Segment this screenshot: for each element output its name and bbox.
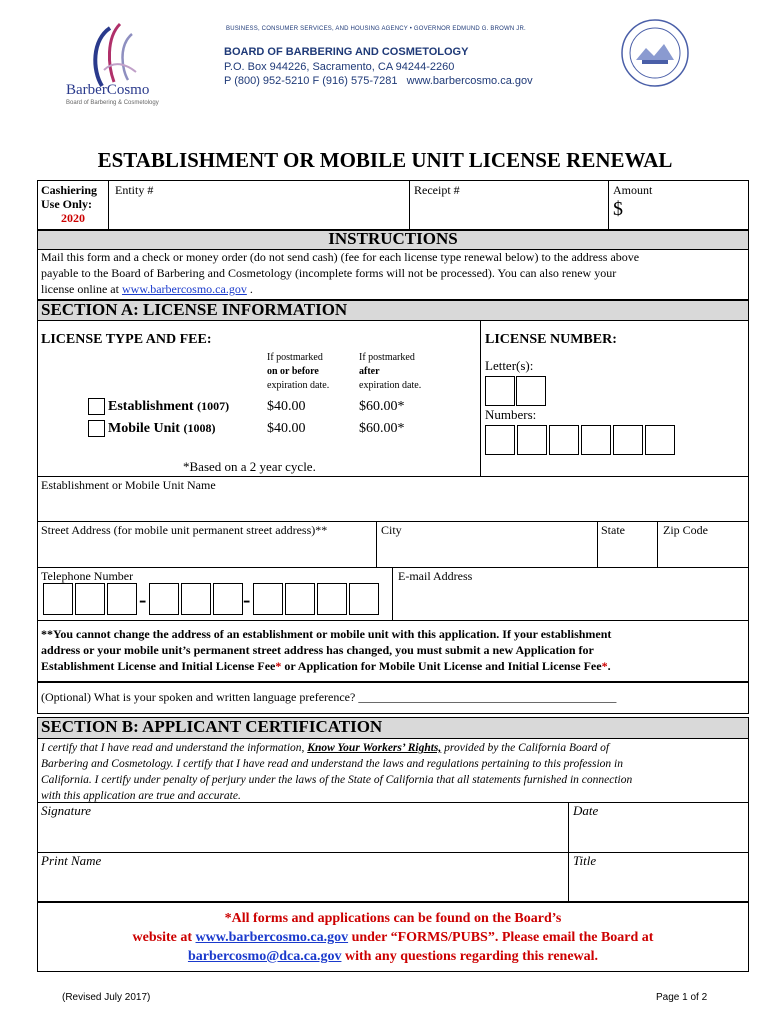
- establishment-label: Establishment: [108, 399, 194, 414]
- form-title: ESTABLISHMENT OR MOBILE UNIT LICENSE RENEWAL: [97, 148, 673, 172]
- phone-digit-5[interactable]: [181, 583, 211, 615]
- page-number: Page 1 of 2: [656, 992, 708, 1003]
- section-b-heading: SECTION B: APPLICANT CERTIFICATION: [41, 717, 383, 736]
- phone-digit-8[interactable]: [285, 583, 315, 615]
- agency-line: BUSINESS, CONSUMER SERVICES, AND HOUSING AGENCY • GOVERNOR EDMUND G. BROWN JR.: [226, 26, 526, 32]
- cert-line-1a: I certify that I have read and understand the information,: [41, 742, 308, 754]
- number-box-5[interactable]: [613, 425, 643, 455]
- number-box-4[interactable]: [581, 425, 611, 455]
- fee-after-header-3: expiration date.: [359, 380, 422, 391]
- online-renewal-link[interactable]: www.barbercosmo.ca.gov: [121, 282, 247, 296]
- mobile-app-name: or Application for Mobile Unit License and Initial License Fee: [281, 659, 602, 673]
- instructions-line3: [41, 282, 253, 297]
- board-website[interactable]: www.barbercosmo.ca.gov: [406, 75, 533, 87]
- number-box-6[interactable]: [645, 425, 675, 455]
- establishment-app-name: Establishment License and Initial License Fee: [41, 659, 276, 673]
- mobile-fee-before: $40.00: [267, 421, 306, 436]
- revised-date: (Revised July 2017): [62, 992, 151, 1003]
- state-seal: [620, 18, 690, 88]
- board-contact: [224, 75, 533, 87]
- forms-note-line2-prefix: website at: [132, 930, 196, 945]
- number-box-3[interactable]: [549, 425, 579, 455]
- forms-note-line1: *All forms and applications can be found on the Board’s: [224, 911, 562, 926]
- fee-before-header-2: on or before: [267, 366, 319, 377]
- date-label: Date: [573, 803, 599, 818]
- mobile-unit-label: Mobile Unit: [108, 421, 180, 436]
- section-a-heading: SECTION A: LICENSE INFORMATION: [41, 300, 348, 319]
- forms-note-line2-suffix: under “FORMS/PUBS”. Please email the Board at: [348, 930, 654, 945]
- letter-box-1[interactable]: [485, 376, 515, 406]
- fee-before-header-3: expiration date.: [267, 380, 330, 391]
- number-box-1[interactable]: [485, 425, 515, 455]
- phone-digit-7[interactable]: [253, 583, 283, 615]
- license-number-label: LICENSE NUMBER:: [485, 332, 617, 347]
- state-label: State: [601, 523, 625, 537]
- cycle-note: *Based on a 2 year cycle.: [183, 459, 316, 474]
- phone-digit-2[interactable]: [75, 583, 105, 615]
- phone-dash-1: -: [139, 587, 147, 612]
- phone-digit-9[interactable]: [317, 583, 347, 615]
- instructions-line2: payable to the Board of Barbering and Cosmetology (incomplete forms will not be processed). You can also renew your: [41, 266, 617, 280]
- cert-line-3: California. I certify under penalty of perjury under the laws of the State of California that all statements furnished in connection: [41, 774, 633, 786]
- establishment-option: [108, 399, 229, 415]
- warning-star-2: *: [601, 659, 608, 673]
- letter-box-2[interactable]: [516, 376, 546, 406]
- seal-icon: [620, 18, 690, 88]
- signature-label: Signature: [41, 803, 92, 818]
- phone-digit-3[interactable]: [107, 583, 137, 615]
- email-label: E-mail Address: [398, 569, 473, 583]
- phone-digit-1[interactable]: [43, 583, 73, 615]
- phone-digit-10[interactable]: [349, 583, 379, 615]
- mobile-fee-after: $60.00*: [359, 421, 405, 436]
- number-box-2[interactable]: [517, 425, 547, 455]
- phone-digit-6[interactable]: [213, 583, 243, 615]
- cert-line-1: [41, 740, 632, 756]
- certification-text: [41, 740, 632, 804]
- numbers-label: Numbers:: [485, 407, 537, 422]
- address-warning-line3: [41, 658, 611, 674]
- cashiering-label: Cashiering: [41, 183, 98, 197]
- address-warning-line2: address or your mobile unit’s permanent street address has changed, you must submit a new Application for: [41, 643, 594, 657]
- entity-label: Entity #: [115, 183, 154, 197]
- print-name-label: Print Name: [41, 853, 102, 868]
- cert-line-4: with this application are true and accurate.: [41, 790, 241, 802]
- receipt-label: Receipt #: [414, 183, 460, 197]
- mobile-unit-code: (1008): [183, 421, 216, 435]
- name-label: Establishment or Mobile Unit Name: [41, 478, 216, 492]
- address-warning-line1: **You cannot change the address of an establishment or mobile unit with this application. If your establishment: [41, 627, 612, 641]
- forms-website-link[interactable]: www.barbercosmo.ca.gov: [195, 930, 349, 945]
- signature-field[interactable]: [38, 820, 567, 851]
- board-name: BOARD OF BARBERING AND COSMETOLOGY: [224, 46, 469, 58]
- logo-swoosh-icon: [62, 20, 172, 90]
- instructions-line3-prefix: license online at: [41, 282, 122, 296]
- logo-text: BarberCosmo: [66, 82, 150, 98]
- logo-subtext: Board of Barbering & Cosmetology: [66, 100, 159, 106]
- establishment-code: (1007): [197, 399, 230, 413]
- phone-dash-2: -: [243, 587, 251, 612]
- board-address: P.O. Box 944226, Sacramento, CA 94244-2260: [224, 61, 455, 73]
- fee-after-header-2: after: [359, 366, 380, 377]
- phone-digit-4[interactable]: [149, 583, 179, 615]
- mobile-unit-option: [108, 421, 215, 437]
- email-field[interactable]: [394, 583, 748, 619]
- establishment-fee-before: $40.00: [267, 399, 306, 414]
- street-label: Street Address (for mobile unit permanent street address)**: [41, 523, 328, 537]
- forms-note-line2: [37, 928, 749, 947]
- title-field[interactable]: [570, 870, 748, 901]
- instructions-heading: INSTRUCTIONS: [328, 229, 458, 248]
- forms-note-line3-suffix: with any questions regarding this renewal.: [341, 949, 599, 964]
- dollar-sign: $: [613, 198, 623, 220]
- board-logo: [62, 20, 172, 110]
- board-phone-fax: P (800) 952-5210 F (916) 575-7281: [224, 75, 398, 87]
- title-label: Title: [573, 853, 597, 868]
- warning-end: .: [607, 659, 611, 673]
- forms-note: [37, 909, 749, 966]
- license-type-label: LICENSE TYPE AND FEE:: [41, 332, 212, 347]
- use-only-label: Use Only:: [41, 197, 92, 211]
- cert-line-2: Barbering and Cosmetology. I certify that I have read and understand the laws and regulations pertaining to this profession in: [41, 758, 623, 770]
- mobile-unit-checkbox[interactable]: [88, 420, 105, 437]
- zip-label: Zip Code: [663, 523, 708, 537]
- print-name-field[interactable]: [38, 870, 567, 901]
- name-field[interactable]: [38, 492, 748, 520]
- establishment-checkbox[interactable]: [88, 398, 105, 415]
- phone-label: Telephone Number: [41, 569, 134, 583]
- instructions-line3-suffix: .: [246, 282, 253, 296]
- cert-line-1b: provided by the California Board of: [441, 742, 610, 754]
- city-label: City: [381, 523, 402, 537]
- address-warning: [41, 626, 611, 674]
- establishment-fee-after: $60.00*: [359, 399, 405, 414]
- board-email-link[interactable]: barbercosmo@dca.ca.gov: [187, 949, 342, 964]
- language-question[interactable]: (Optional) What is your spoken and written language preference? ___________________________________________: [41, 690, 617, 704]
- workers-rights-link[interactable]: Know Your Workers’ Rights,: [307, 742, 442, 754]
- fee-before-header-1: If postmarked: [267, 352, 323, 363]
- fee-after-header-1: If postmarked: [359, 352, 415, 363]
- forms-note-line3: [37, 947, 749, 966]
- amount-label: Amount: [613, 183, 653, 197]
- letters-label: Letter(s):: [485, 358, 534, 373]
- instructions-line1: Mail this form and a check or money order (do not send cash) (fee for each license type renewal below) to the address above: [41, 250, 640, 264]
- date-field[interactable]: [570, 820, 748, 851]
- cashiering-year: 2020: [61, 211, 85, 225]
- warning-star: *: [275, 659, 282, 673]
